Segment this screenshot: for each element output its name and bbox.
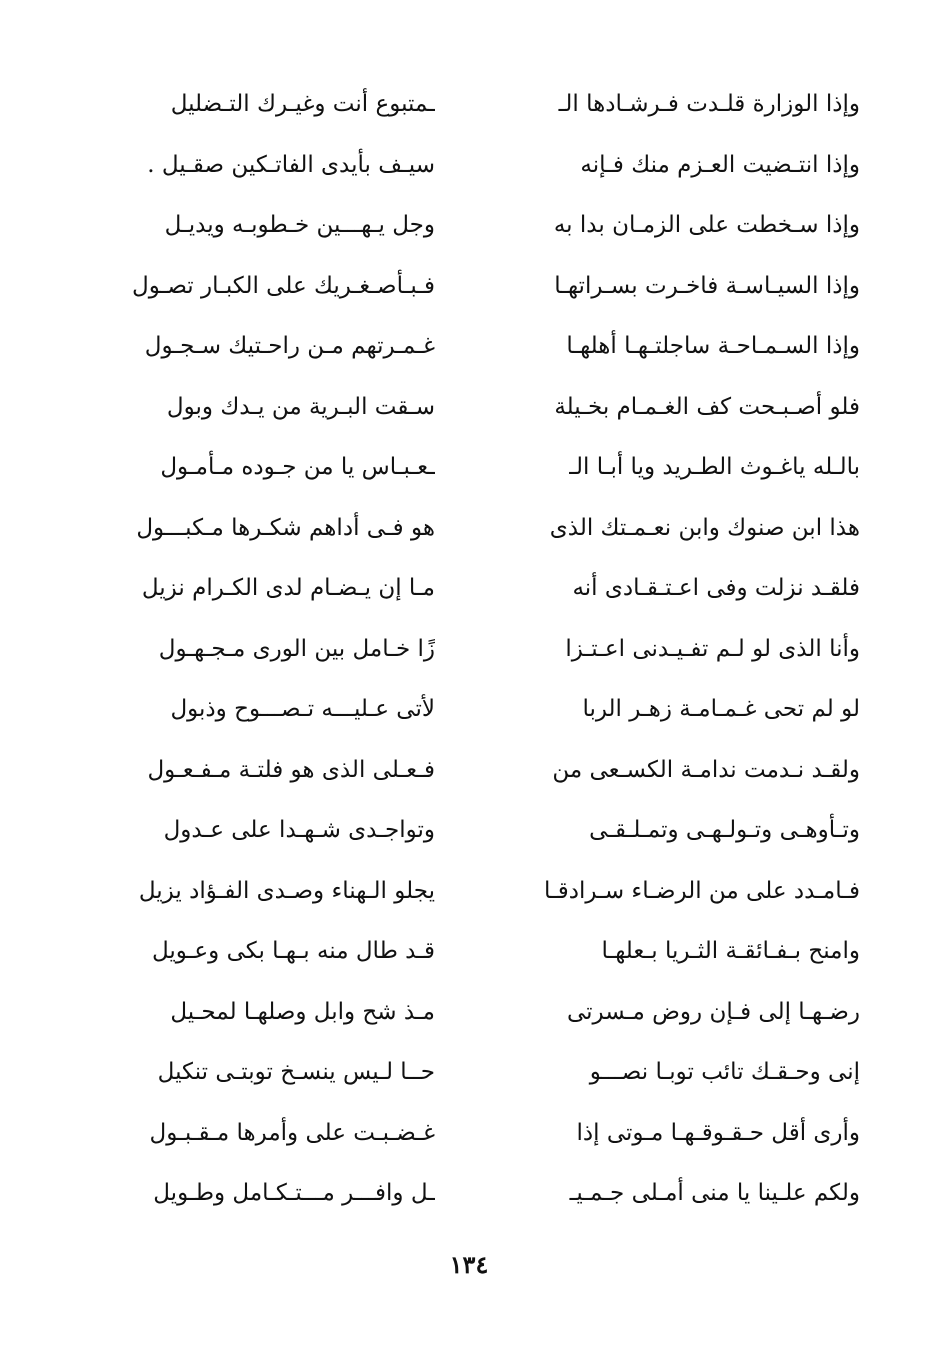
- verse-line: [80, 861, 860, 922]
- verse-line: [80, 1042, 860, 1103]
- second-hemistich: زًا خـامل بين الورى مـجـهـول: [158, 635, 435, 662]
- second-hemistich: ـعـبـاس يا من جـوده مـأمـول: [160, 454, 435, 481]
- first-hemistich: فلقـد نزلت وفى اعـتـقـادى أنه: [572, 575, 860, 602]
- second-hemistich: وتواجـدى شـهـدا على عـدول: [163, 817, 435, 844]
- first-hemistich: وإذا السيـاسـة فاخـرت بسـراتهـا: [554, 272, 860, 299]
- first-hemistich: لو لم تحى غـمـامـة زهـر الربا: [582, 696, 860, 723]
- verse-line: [80, 377, 860, 438]
- first-hemistich: ولقـد نـدمت ندامـة الكسـعى من: [552, 756, 860, 783]
- first-hemistich: وإذا سـخطت على الزمـان بدا به: [553, 212, 860, 239]
- verse-line: [80, 498, 860, 559]
- second-hemistich: سـقت البـرية من يـدك وبول: [166, 393, 435, 420]
- verse-line: [80, 800, 860, 861]
- second-hemistich: ـل وافـــر مـــتـكـامل وطـويل: [153, 1180, 435, 1207]
- verse-line: [80, 619, 860, 680]
- second-hemistich: غـضـبـت على وأمرها مـقـبـول: [149, 1119, 435, 1146]
- first-hemistich: فلو أصـبـحت كف الغـمـام بخـيلة: [554, 393, 860, 420]
- second-hemistich: غـمـرتهم مـن راحـتيك سـجـول: [144, 333, 435, 360]
- verse-line: [80, 135, 860, 196]
- second-hemistich: يجلو الـهناء وصـدى الفـؤاد يزيل: [138, 877, 435, 904]
- first-hemistich: وأنا الذى لو لـم تفـيـدنى اعـتـزا: [565, 635, 860, 662]
- first-hemistich: وامنح بـفـائقـة الثـريا بـعلهـا: [601, 938, 860, 965]
- verse-line: [80, 1103, 860, 1164]
- verse-line: [80, 316, 860, 377]
- verse-line: [80, 74, 860, 135]
- second-hemistich: قـد طال منه بـهـا بكى وعـويل: [151, 938, 435, 965]
- second-hemistich: سيـف بأيدى الفاتـكين صقـيل .: [147, 151, 435, 178]
- verse-line: [80, 256, 860, 317]
- first-hemistich: رضـهـا إلى فـإن روض مـسرتى: [566, 998, 860, 1025]
- first-hemistich: وإذا انتـضيت العـزم منك فـإنه: [580, 151, 860, 178]
- second-hemistich: مـذ شح وابل وصلهـا لمحـيل: [170, 998, 435, 1025]
- second-hemistich: ـمتبوع أنت وغيـرك التـضليل: [170, 91, 435, 118]
- verse-line: [80, 921, 860, 982]
- verse-line: [80, 679, 860, 740]
- second-hemistich: وجل يـهـــين خـطوبـه ويديـل: [164, 212, 435, 239]
- first-hemistich: بالـله ياغـوث الطـريد ويا أبـا الـ: [569, 454, 860, 481]
- first-hemistich: وتـأوهـى وتـولـهـى وتمـلـقـى: [589, 817, 860, 844]
- second-hemistich: فـبـأصـغـريك على الكبـار تصـول: [131, 272, 435, 299]
- verse-line: [80, 1163, 860, 1224]
- first-hemistich: ولكم علـينا يا منى أمـلى جـمـيـ: [569, 1180, 860, 1207]
- verse-line: [80, 558, 860, 619]
- verse-line: [80, 740, 860, 801]
- verse-line: [80, 195, 860, 256]
- first-hemistich: فـامـدد على من الرضـاء سـرادقـا: [544, 877, 860, 904]
- first-hemistich: إنى وحـقـك تائب توبـا نصـــو: [589, 1059, 860, 1086]
- second-hemistich: هو فـى أداهم شكـرها مـكبـــول: [136, 514, 435, 541]
- first-hemistich: وأرى أقل حـقـوقـهـا مـوتى إذا: [576, 1119, 860, 1146]
- second-hemistich: فـعـلى الذى هو فلتـة مـفـعـول: [147, 756, 435, 783]
- verse-line: [80, 437, 860, 498]
- first-hemistich: وإذا السـمـاحـة ساجلتـهـا أهلهـا: [566, 333, 860, 360]
- second-hemistich: مـا إن يـضـام لدى الكـرام نزيل: [141, 575, 435, 602]
- poem-body: [80, 74, 860, 1224]
- first-hemistich: هذا ابن صنوك وابن نعـمـتك الذى: [549, 514, 860, 541]
- second-hemistich: حــا لـيس ينسـخ توبتـى تنكيل: [157, 1059, 435, 1086]
- verse-line: [80, 982, 860, 1043]
- second-hemistich: لأتى عـليـــه تـصـــوح وذبول: [170, 696, 435, 723]
- first-hemistich: وإذا الوزارة قلـدت فـرشـادها الـ: [558, 91, 860, 118]
- page-number: ١٣٤: [449, 1250, 489, 1279]
